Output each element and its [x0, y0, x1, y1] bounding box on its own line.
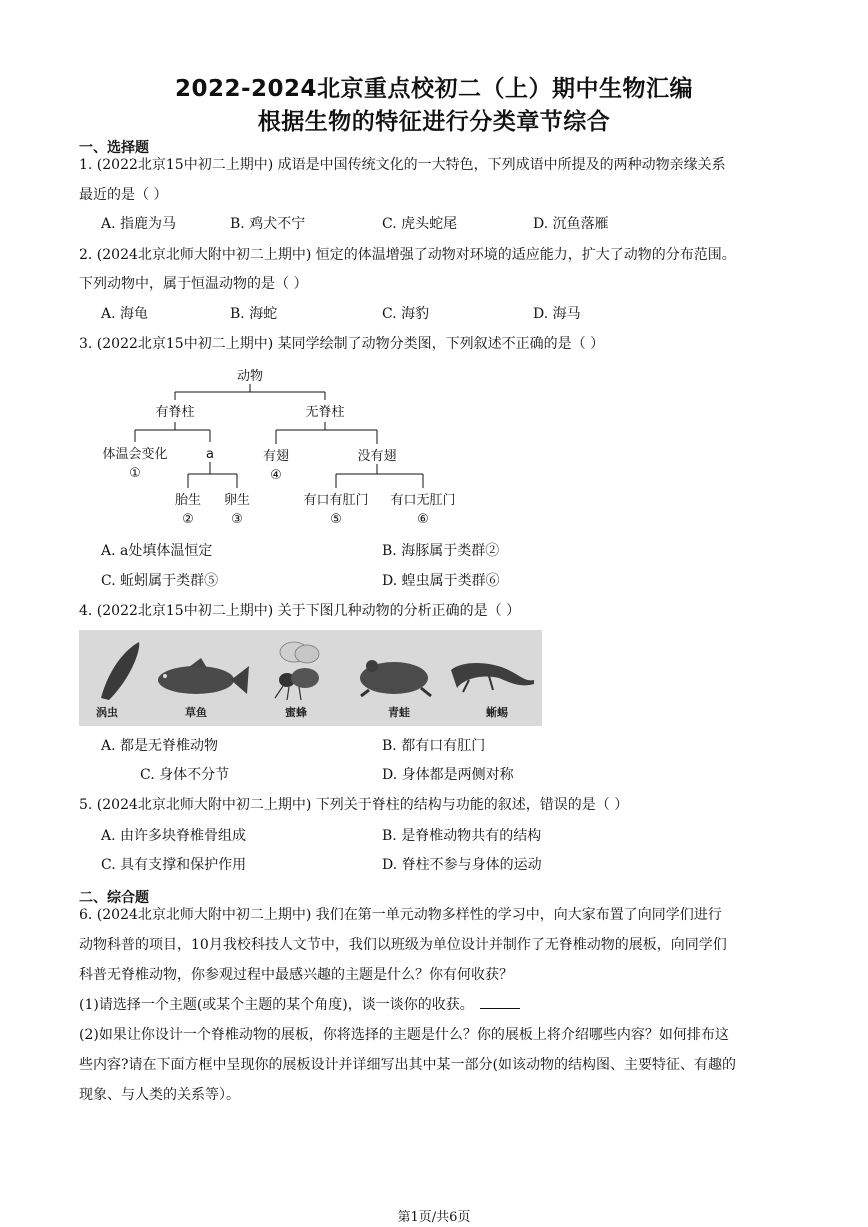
page-subtitle: 根据生物的特征进行分类章节综合 — [257, 109, 611, 135]
question-6-text-2: 动物科普的项目，10月我校科技人文节中，我们以班级为单位设计并制作了无脊椎动物的展板，向同学们 — [79, 937, 727, 953]
q5-option-d: D. 脊柱不参与身体的运动 — [382, 857, 542, 873]
node-vertebrate: 有脊柱 — [155, 405, 195, 420]
question-6-sub2: (2)如果让你设计一个脊椎动物的展板，你将选择的主题是什么？你的展板上将介绍哪些内容？如何排布这 — [79, 1027, 729, 1043]
animals-photo — [79, 630, 542, 726]
q4-option-d: D. 身体都是两侧对称 — [382, 767, 514, 783]
node-wingless: 没有翅 — [357, 449, 397, 464]
node-label-3: ③ — [231, 512, 243, 527]
node-invertebrate: 无脊柱 — [305, 405, 345, 420]
q4-option-a: A. 都是无脊椎动物 — [101, 738, 219, 754]
page-number: 第1页/共6页 — [397, 1210, 471, 1225]
question-6-sub2-3: 现象、与人类的关系等）。 — [79, 1087, 240, 1103]
node-label-5: ⑤ — [330, 512, 342, 527]
node-viviparous: 胎生 — [174, 493, 202, 508]
question-6-sub1-text: (1)请选择一个主题(或某个主题的某个角度)，谈一谈你的收获。 — [79, 997, 474, 1013]
q1-option-a: A. 指鹿为马 — [101, 216, 177, 232]
question-6-text-3: 科普无脊椎动物，你参观过程中最感兴趣的主题是什么？你有何收获？ — [79, 967, 513, 983]
q2-option-a: A. 海龟 — [101, 306, 149, 322]
label-lizard: 蜥蜴 — [486, 706, 508, 719]
q3-option-a: A. a处填体温恒定 — [101, 543, 213, 559]
answer-blank — [480, 996, 520, 1009]
node-mouth-no-anus: 有口无肛门 — [390, 493, 456, 508]
q4-option-c: C. 身体不分节 — [140, 767, 230, 783]
question-1-text: 1. (2022北京15中初二上期中) 成语是中国传统文化的一大特色，下列成语中所提及的两种动物亲缘关系 — [79, 157, 726, 173]
label-frog: 青蛙 — [388, 706, 410, 719]
q4-option-b: B. 都有口有肛门 — [382, 738, 486, 754]
node-variable-temp: 体温会变化 — [102, 447, 168, 462]
label-carp: 草鱼 — [185, 706, 207, 719]
node-oviparous: 卵生 — [223, 493, 251, 508]
question-6-sub1 — [79, 995, 520, 1015]
q2-option-d: D. 海马 — [533, 306, 581, 322]
node-a: a — [206, 447, 214, 462]
node-label-1: ① — [129, 466, 141, 481]
question-5-text: 5. (2024北京北师大附中初二上期中) 下列关于脊柱的结构与功能的叙述，错误的是（ ） — [79, 797, 629, 813]
question-6-text: 6. (2024北京北师大附中初二上期中) 我们在第一单元动物多样性的学习中，向大家布置了向同学们进行 — [79, 907, 722, 923]
label-bee: 蜜蜂 — [285, 706, 307, 719]
q1-option-b: B. 鸡犬不宁 — [230, 216, 306, 232]
q5-option-c: C. 具有支撑和保护作用 — [101, 857, 247, 873]
node-mouth-anus: 有口有肛门 — [303, 493, 369, 508]
page-title: 2022-2024北京重点校初二（上）期中生物汇编 — [174, 76, 694, 102]
node-animal: 动物 — [236, 369, 264, 384]
q2-option-c: C. 海豹 — [382, 306, 430, 322]
question-6-sub2-2: 些内容?请在下面方框中呈现你的展板设计并详细写出其中某一部分(如该动物的结构图、主要特征、有趣的 — [79, 1057, 736, 1073]
question-1-text-cont: 最近的是（ ） — [79, 187, 168, 203]
question-4-text: 4. (2022北京15中初二上期中) 关于下图几种动物的分析正确的是（ ） — [79, 603, 521, 619]
q3-option-c: C. 蚯蚓属于类群⑤ — [101, 573, 219, 589]
q3-option-b: B. 海豚属于类群② — [382, 543, 500, 559]
node-label-6: ⑥ — [417, 512, 429, 527]
question-2-text-cont: 下列动物中，属于恒温动物的是（ ） — [79, 276, 308, 292]
q5-option-b: B. 是脊椎动物共有的结构 — [382, 828, 542, 844]
section-heading-comprehensive: 二、综合题 — [79, 890, 149, 906]
node-label-2: ② — [182, 512, 194, 527]
q2-option-b: B. 海蛇 — [230, 306, 278, 322]
q1-option-c: C. 虎头蛇尾 — [382, 216, 458, 232]
animal-classification-diagram — [80, 362, 500, 534]
q3-option-d: D. 蝗虫属于类群⑥ — [382, 573, 500, 589]
node-label-4: ④ — [270, 468, 282, 483]
question-3-text: 3. (2022北京15中初二上期中) 某同学绘制了动物分类图，下列叙述不正确的是（ ） — [79, 336, 605, 352]
label-flatworm: 涡虫 — [96, 706, 118, 719]
question-2-text: 2. (2024北京北师大附中初二上期中) 恒定的体温增强了动物对环境的适应能力，扩大了动物的分布范围。 — [79, 247, 736, 263]
q5-option-a: A. 由许多块脊椎骨组成 — [101, 828, 247, 844]
node-winged: 有翅 — [262, 449, 290, 464]
section-heading-choice: 一、选择题 — [79, 140, 149, 156]
q1-option-d: D. 沉鱼落雁 — [533, 216, 609, 232]
